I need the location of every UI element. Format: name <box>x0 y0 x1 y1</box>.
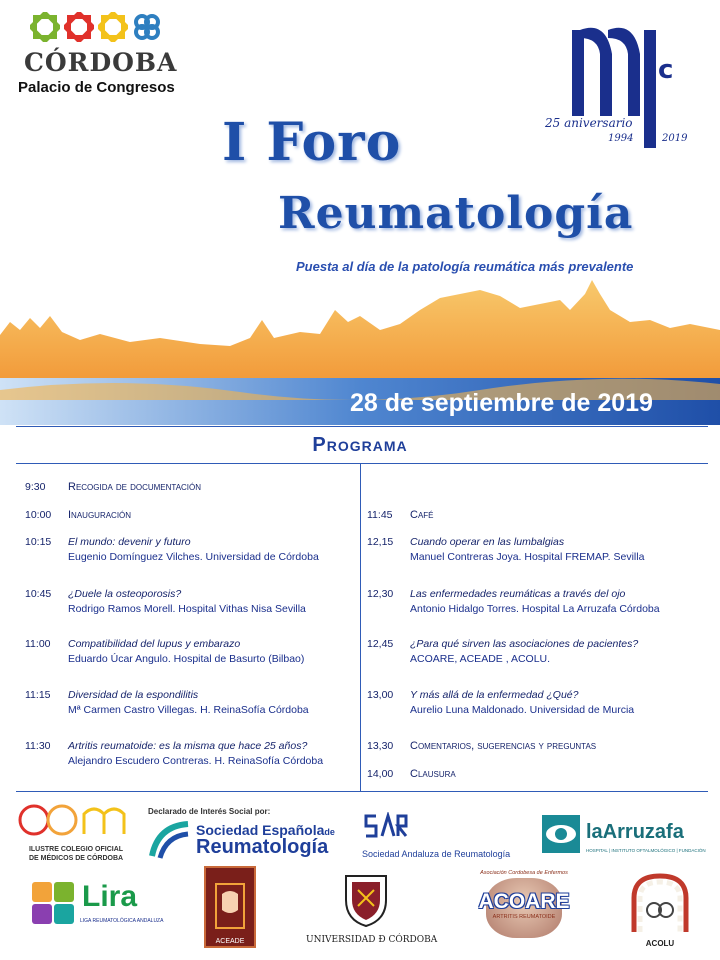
agenda-time: 12,45 <box>367 638 394 650</box>
agenda-time: 13,00 <box>367 689 394 701</box>
com-line1: ILUSTRE COLEGIO OFICIAL <box>28 846 124 853</box>
agenda-title: Diversidad de la espondilitis <box>68 689 199 701</box>
agenda-title: Y más allá de la enfermedad ¿Qué? <box>410 689 579 701</box>
agenda-time: 10:00 <box>25 509 52 521</box>
com-logo <box>14 800 138 863</box>
mac-years: 1994 2019 <box>608 133 688 144</box>
agenda-title: Inauguración <box>68 509 132 521</box>
agenda-title: Recogida de documentación <box>68 481 202 493</box>
com-line2: DE MÉDICOS DE CÓRDOBA <box>28 855 124 862</box>
acolu-logo <box>626 868 694 946</box>
event-date: 28 de septiembre de 2019 <box>350 389 653 417</box>
green-star-icon <box>30 12 60 42</box>
event-subtitle: Puesta al día de la patología reumática más prevalente <box>296 259 634 274</box>
arruzafa-logo <box>542 815 706 857</box>
agenda-speaker: Alejandro Escudero Contreras. H. ReinaSofía Córdoba <box>68 755 324 767</box>
svg-text:c: c <box>658 55 674 85</box>
ser-logo <box>148 820 353 860</box>
sar-logo <box>362 812 538 859</box>
event-title-line1: I Foro <box>222 112 402 173</box>
agenda-time: 12,30 <box>367 588 394 600</box>
agenda-title: Artritis reumatoide: es la misma que hace 25 años? <box>68 740 308 752</box>
agenda-time: 10:45 <box>25 588 52 600</box>
programme-bottom-rule <box>16 791 708 792</box>
lira-sub: LIGA REUMATOLÓGICA ANDALUZA <box>80 918 164 924</box>
ser-line2: Reumatología <box>196 836 329 858</box>
mac-anniversary: 25 aniversario <box>545 116 633 130</box>
agenda-time: 9:30 <box>25 481 46 493</box>
aceade-name: ACEADE <box>215 938 245 945</box>
ser-de: de <box>324 827 335 837</box>
ser-wave-icon <box>148 820 192 860</box>
venue-name: Palacio de Congresos <box>18 79 175 96</box>
blue-knot-icon <box>132 12 162 42</box>
programme-header-rule <box>16 463 708 464</box>
agenda-title: Compatibilidad del lupus y embarazo <box>68 638 241 650</box>
agenda-title: ¿Para qué sirven las asociaciones de pacientes? <box>410 638 639 650</box>
agenda-time: 10:15 <box>25 536 52 548</box>
arruzafa-sub: HOSPITAL | INSTITUTO OFTALMOLÓGICO | FUNDACIÓN <box>586 848 706 853</box>
lira-logo <box>30 880 164 928</box>
skyline-silhouette <box>0 280 720 390</box>
agenda-title: El mundo: devenir y futuro <box>68 536 191 548</box>
red-star-icon <box>64 12 94 42</box>
sar-name: Sociedad Andaluza de Reumatología <box>362 849 511 859</box>
agenda-speaker: Eduardo Úcar Angulo. Hospital de Basurto (Bilbao) <box>68 653 305 665</box>
event-title-line2: Reumatología <box>278 188 634 239</box>
uco-name: UNIVERSIDAD Ð CÓRDOBA <box>306 935 438 945</box>
agenda-title: Clausura <box>410 768 456 780</box>
yellow-star-icon <box>98 12 128 42</box>
agenda-title: Comentarios, sugerencias y preguntas <box>410 740 597 752</box>
agenda-time: 11:30 <box>25 740 51 752</box>
cordoba-motifs <box>30 12 184 42</box>
agenda-title: Café <box>410 509 434 521</box>
agenda-time: 13,30 <box>367 740 394 752</box>
uco-shield-icon <box>306 870 426 930</box>
agenda-title: Las enfermedades reumáticas a través del ojo <box>410 588 626 600</box>
mezquita-arch-icon <box>626 868 694 934</box>
agenda-time: 12,15 <box>367 536 394 548</box>
agenda-speaker: Antonio Hidalgo Torres. Hospital La Arruzafa Córdoba <box>410 603 660 615</box>
fist-icon <box>206 874 254 932</box>
city-name: CÓRDOBA <box>24 48 178 77</box>
ser-line1: Sociedad Española <box>196 822 325 838</box>
puzzle-icon <box>30 880 78 928</box>
programme-title: Programa <box>312 434 408 456</box>
agenda-speaker: Eugenio Domínguez Vilches. Universidad de Córdoba <box>68 551 319 563</box>
agenda-speaker: Rodrigo Ramos Morell. Hospital Vithas Nisa Sevilla <box>68 603 306 615</box>
agenda-title: Cuando operar en las lumbalgias <box>410 536 565 548</box>
agenda-time: 11:45 <box>367 509 393 521</box>
agenda-speaker: ACOARE, ACEADE , ACOLU. <box>410 653 551 665</box>
agenda-speaker: Manuel Contreras Joya. Hospital FREMAP. Sevilla <box>410 551 645 563</box>
uco-logo <box>306 870 438 945</box>
agenda-time: 14,00 <box>367 768 394 780</box>
acoare-top: Asociación Cordobesa de Enfermos <box>480 870 568 876</box>
agenda-time: 11:00 <box>25 638 51 650</box>
agenda-title: ¿Duele la osteoporosis? <box>68 588 182 600</box>
eye-icon <box>542 815 580 853</box>
arruzafa-name: laArruzafa <box>586 821 684 843</box>
com-logo-mark <box>14 800 138 838</box>
agenda-time: 11:15 <box>25 689 51 701</box>
lira-name: Lira <box>82 880 138 913</box>
declared-label: Declarado de Interés Social por: <box>148 807 271 816</box>
sar-mark-icon <box>362 812 408 840</box>
agenda-speaker: Aurelio Luna Maldonado. Universidad de Murcia <box>410 704 635 716</box>
cordoba-logo <box>18 12 184 96</box>
acolu-name: ACOLU <box>645 939 675 948</box>
acoare-name: ACOARE <box>478 890 570 913</box>
acoare-logo <box>476 870 572 942</box>
agenda-speaker: Mª Carmen Castro Villegas. H. ReinaSofía Córdoba <box>68 704 309 716</box>
acoare-sub: ARTRITIS REUMATOIDE <box>492 914 556 920</box>
programme-top-rule <box>16 426 708 427</box>
programme-column-divider <box>360 463 361 792</box>
aceade-logo <box>204 866 256 948</box>
